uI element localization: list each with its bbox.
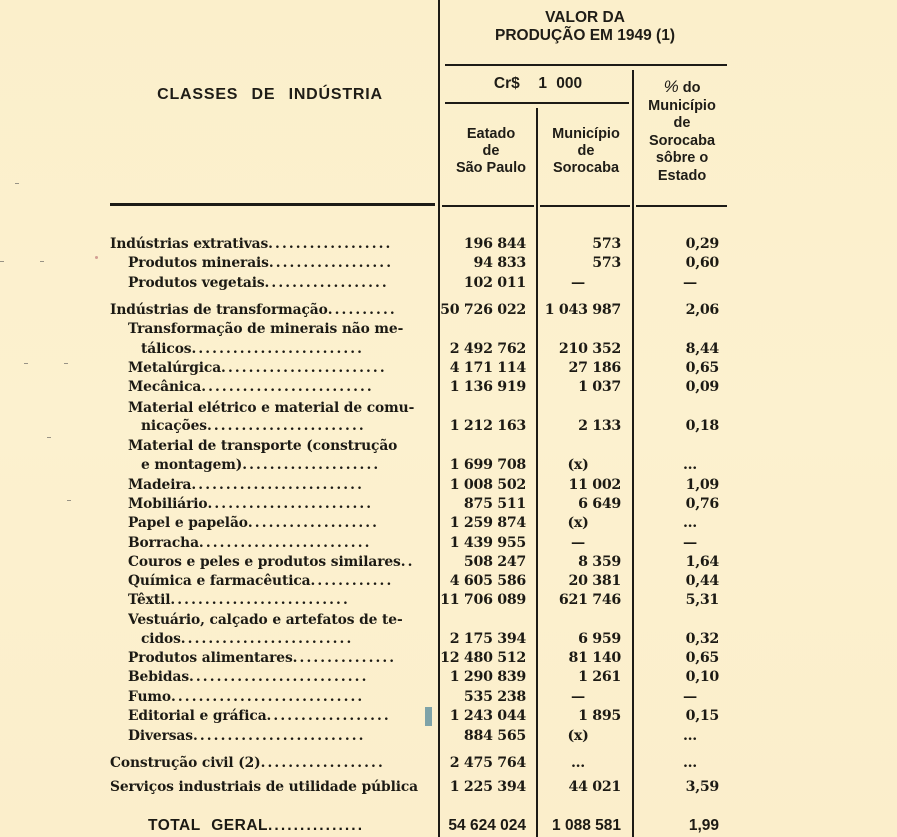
cell-percent: — [683, 535, 697, 551]
leader-dots: ......................... [191, 477, 364, 493]
cell-estado-sao-paulo: 4 605 586 [449, 573, 526, 589]
cell-percent: ... [683, 755, 697, 771]
row-label [128, 437, 428, 456]
cell-estado-sao-paulo: 1 439 955 [449, 535, 526, 551]
row-label [128, 553, 428, 572]
cell-percent: ... [683, 515, 697, 531]
leader-dots: ......................... [201, 379, 374, 395]
header-valor-line1: VALOR DA [545, 9, 625, 26]
cell-percent: 1,09 [685, 477, 719, 493]
cell-municipio-sorocaba: 573 [592, 236, 621, 252]
cell-percent: 0,29 [685, 236, 719, 252]
cell-estado-sao-paulo: 1 225 394 [449, 779, 526, 795]
scan-speck [40, 261, 44, 262]
total-estado: 54 624 024 [448, 817, 526, 834]
row-label [128, 572, 428, 591]
cell-estado-sao-paulo: 94 833 [473, 255, 526, 271]
header-valor-line2: PRODUÇÃO EM 1949 (1) [494, 27, 675, 44]
row-label-text: Serviços industriais de utilidade pública [110, 779, 419, 795]
row-label [128, 399, 428, 418]
cell-percent: ... [683, 457, 697, 473]
cell-percent: 0,60 [685, 255, 719, 271]
cell-municipio-sorocaba: — [571, 535, 585, 551]
leader-dots: ....................... [206, 418, 366, 434]
leader-dots: ......................... [191, 341, 365, 357]
percent-symbol: % [663, 77, 679, 96]
row-label-text: cidos [141, 631, 181, 647]
cell-municipio-sorocaba: 210 352 [558, 341, 621, 357]
row-label [141, 630, 428, 649]
cell-percent: 3,59 [685, 779, 719, 795]
cell-municipio-sorocaba: 6 959 [578, 631, 621, 647]
leader-dots: ................... [247, 515, 380, 531]
cell-percent: 2,06 [685, 302, 719, 318]
row-label-text: Química e farmacêutica [128, 573, 311, 589]
cell-percent: 5,31 [685, 592, 719, 608]
row-label-text: e montagem) [141, 457, 243, 473]
scan-marker [425, 707, 432, 726]
leader-dots: .......................... [188, 669, 369, 685]
cell-estado-sao-paulo: 1 290 839 [449, 669, 526, 685]
cell-estado-sao-paulo: 884 565 [463, 728, 526, 744]
cell-municipio-sorocaba: (x) [567, 728, 589, 744]
cell-municipio-sorocaba: (x) [567, 457, 589, 473]
total-label [148, 816, 428, 835]
cell-municipio-sorocaba: (x) [567, 515, 589, 531]
header-estado-sao-paulo [446, 126, 536, 177]
leader-dots: .................. [268, 236, 393, 252]
header-valor-da-producao [444, 9, 726, 45]
row-label [128, 611, 428, 630]
cell-municipio-sorocaba: 573 [592, 255, 621, 271]
row-label [128, 707, 428, 726]
leader-dots: .................. [260, 755, 385, 771]
header-classes-de-industria: CLASSES DE INDÚSTRIA [157, 86, 383, 103]
cell-municipio-sorocaba: 1 043 987 [544, 302, 621, 318]
cell-estado-sao-paulo: 1 243 044 [449, 708, 526, 724]
header-estado-line1: Eatado [466, 126, 516, 142]
cell-percent: 0,15 [685, 708, 719, 724]
header-pct-line2: Município [648, 97, 716, 114]
row-label [110, 301, 428, 320]
scan-speck [0, 261, 4, 262]
row-label-text: Madeira [128, 477, 192, 493]
scan-speck [64, 363, 68, 364]
cell-municipio-sorocaba: 1 261 [578, 669, 621, 685]
row-label-text: Construção civil (2) [110, 755, 261, 771]
header-pct-line6: Estado [657, 167, 707, 184]
header-municipio-sorocaba [540, 126, 632, 177]
row-label [141, 340, 428, 359]
row-label-text: Editorial e gráfica [128, 708, 267, 724]
header-municipio-line3: Sorocaba [552, 160, 620, 176]
total-municipio: 1 088 581 [552, 817, 621, 834]
cell-municipio-sorocaba: 621 746 [558, 592, 621, 608]
header-rule-bottom-left [110, 203, 435, 206]
row-label-text: Material elétrico e material de comu- [128, 400, 415, 416]
header-pct-do: do [682, 80, 701, 96]
row-label [128, 359, 428, 378]
header-percent-column [636, 78, 728, 185]
row-label [128, 320, 428, 339]
row-label-text: tálicos [141, 341, 192, 357]
leader-dots: .. [400, 554, 415, 570]
cell-percent: ... [683, 728, 697, 744]
cell-estado-sao-paulo: 2 492 762 [449, 341, 526, 357]
scan-speck [95, 256, 98, 259]
cell-estado-sao-paulo: 508 247 [463, 554, 526, 570]
cell-municipio-sorocaba: — [571, 275, 585, 291]
header-estado-line3: São Paulo [455, 160, 527, 176]
header-estado-line2: de [482, 143, 500, 159]
header-pct-line3: de [673, 115, 691, 131]
row-label-text: Mobiliário [128, 496, 208, 512]
header-rule-bottom-c3 [636, 205, 727, 207]
row-label [128, 534, 428, 553]
header-pct-line4: Sorocaba [648, 132, 716, 149]
cell-percent: 0,18 [685, 418, 719, 434]
row-label-text: Bebidas [128, 669, 189, 685]
cell-estado-sao-paulo: 50 726 022 [440, 302, 526, 318]
cell-municipio-sorocaba: — [571, 689, 585, 705]
cell-percent: 0,76 [685, 496, 719, 512]
row-label [128, 727, 428, 746]
cell-municipio-sorocaba: 6 649 [578, 496, 621, 512]
row-label [128, 274, 428, 293]
row-label-text: Produtos alimentares [128, 650, 293, 666]
cell-percent: 0,44 [685, 573, 719, 589]
row-label [128, 476, 428, 495]
header-rule-crs [445, 102, 629, 104]
row-label-text: Produtos vegetais [128, 275, 265, 291]
cell-municipio-sorocaba: 1 037 [578, 379, 621, 395]
cell-estado-sao-paulo: 1 699 708 [449, 457, 526, 473]
cell-percent: 1,64 [685, 554, 719, 570]
cell-percent: — [683, 275, 697, 291]
leader-dots: .......... [327, 302, 397, 318]
leader-dots: ............................ [171, 689, 365, 705]
row-label [128, 495, 428, 514]
cell-percent: 0,65 [685, 360, 719, 376]
cell-municipio-sorocaba: 44 021 [568, 779, 621, 795]
cell-estado-sao-paulo: 535 238 [463, 689, 526, 705]
row-label [128, 591, 428, 610]
cell-estado-sao-paulo: 1 212 163 [449, 418, 526, 434]
row-label-text: Couros e peles e produtos similares [128, 554, 401, 570]
scan-speck [67, 500, 71, 501]
leader-dots: ......................... [198, 535, 372, 551]
cell-estado-sao-paulo: 4 171 114 [449, 360, 526, 376]
cell-estado-sao-paulo: 102 011 [463, 275, 526, 291]
cell-estado-sao-paulo: 875 511 [463, 496, 526, 512]
leader-dots: .................. [266, 708, 391, 724]
scan-speck [47, 437, 51, 438]
cell-municipio-sorocaba: 20 381 [568, 573, 621, 589]
leader-dots: .......................... [170, 592, 350, 608]
row-label-text: Produtos minerais [128, 255, 269, 271]
row-label [128, 254, 428, 273]
row-label [110, 778, 428, 797]
cell-municipio-sorocaba: 2 133 [578, 418, 621, 434]
row-label-text: Metalúrgica [128, 360, 222, 376]
leader-dots: ............ [310, 573, 394, 589]
row-label [110, 754, 428, 773]
cell-estado-sao-paulo: 2 475 764 [449, 755, 526, 771]
cell-percent: 0,65 [685, 650, 719, 666]
cell-percent: — [683, 689, 697, 705]
cell-estado-sao-paulo: 12 480 512 [440, 650, 526, 666]
row-label-text: Transformação de minerais não me- [128, 321, 404, 337]
row-label-text: Indústrias extrativas [110, 236, 269, 252]
row-label-text: Mecânica [128, 379, 202, 395]
cell-percent: 0,09 [685, 379, 719, 395]
leader-dots: ............... [268, 817, 365, 834]
leader-dots: ......................... [180, 631, 354, 647]
row-label [110, 235, 428, 254]
leader-dots: .................... [242, 457, 381, 473]
cell-municipio-sorocaba: 11 002 [568, 477, 621, 493]
header-pct-line1 [636, 78, 728, 98]
header-rule-bottom-c1 [442, 205, 534, 207]
leader-dots: .................. [268, 255, 394, 271]
header-rule-valor [445, 64, 727, 66]
header-pct-line5: sôbre o [655, 150, 709, 166]
leader-dots: ............... [292, 650, 397, 666]
cell-municipio-sorocaba: 8 359 [578, 554, 621, 570]
header-municipio-line1: Município [552, 126, 620, 142]
cell-municipio-sorocaba: ... [571, 755, 585, 771]
row-label-text: Papel e papelão [128, 515, 248, 531]
row-label-text: Borracha [128, 535, 199, 551]
header-currency-unit: Cr$ 1 000 [493, 75, 583, 92]
row-label-text: Têxtil [128, 592, 171, 608]
cell-estado-sao-paulo: 196 844 [463, 236, 526, 252]
row-label [128, 649, 428, 668]
total-label-text: TOTAL GERAL [148, 817, 268, 834]
cell-estado-sao-paulo: 11 706 089 [440, 592, 526, 608]
cell-estado-sao-paulo: 2 175 394 [449, 631, 526, 647]
scan-speck [24, 363, 28, 364]
row-label-text: Indústrias de transformação [110, 302, 328, 318]
column-rule-right [632, 70, 634, 837]
cell-estado-sao-paulo: 1 008 502 [449, 477, 526, 493]
row-label-text: Diversas [128, 728, 193, 744]
cell-municipio-sorocaba: 1 895 [578, 708, 621, 724]
leader-dots: ......................... [192, 728, 366, 744]
row-label [128, 514, 428, 533]
row-label [141, 456, 428, 475]
cell-percent: 8,44 [685, 341, 719, 357]
total-percent: 1,99 [688, 817, 719, 834]
leader-dots: ........................ [207, 496, 374, 512]
row-label [128, 378, 428, 397]
cell-municipio-sorocaba: 27 186 [568, 360, 621, 376]
cell-percent: 0,10 [685, 669, 719, 685]
row-label-text: Material de transporte (construção [128, 438, 398, 454]
cell-estado-sao-paulo: 1 259 874 [449, 515, 526, 531]
scan-speck [15, 183, 19, 184]
leader-dots: ........................ [221, 360, 387, 376]
row-label-text: Fumo [128, 689, 171, 705]
cell-municipio-sorocaba: 81 140 [568, 650, 621, 666]
row-label [141, 417, 428, 436]
row-label [128, 668, 428, 687]
header-municipio-line2: de [577, 143, 595, 159]
row-label-text: Vestuário, calçado e artefatos de te- [128, 612, 403, 628]
row-label [128, 688, 428, 707]
header-rule-bottom-c2 [540, 205, 630, 207]
cell-percent: 0,32 [685, 631, 719, 647]
column-rule-middle [536, 108, 538, 837]
leader-dots: .................. [264, 275, 389, 291]
row-label-text: nicações [141, 418, 207, 434]
cell-estado-sao-paulo: 1 136 919 [449, 379, 526, 395]
